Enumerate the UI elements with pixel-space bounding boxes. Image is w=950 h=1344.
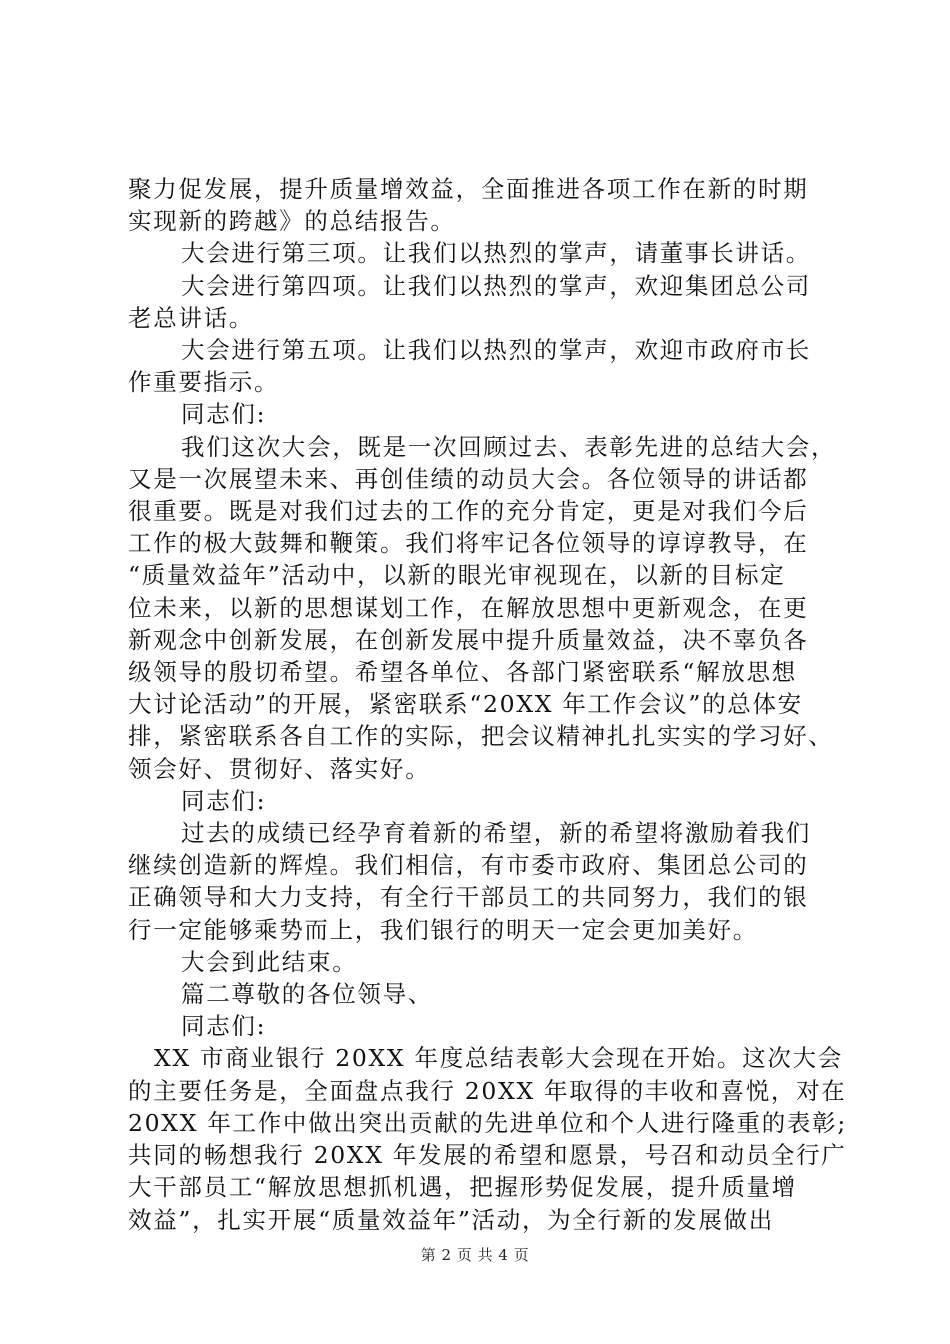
- text-line: 很重要。既是对我们过去的工作的充分肯定，更是对我们今后: [128, 497, 809, 526]
- text-line: 正确领导和大力支持，有全行干部员工的共同努力，我们的银: [128, 883, 809, 912]
- text-line: 效益”，扎实开展“质量效益年”活动，为全行新的发展做出: [128, 1205, 774, 1234]
- text-line: 作重要指示。: [128, 368, 280, 397]
- text-line: 领会好、贯彻好、落实好。: [128, 754, 431, 783]
- text-line: XX 市商业银行 20XX 年度总结表彰大会现在开始。这次大会: [154, 1044, 843, 1073]
- text-line: 又是一次展望未来、再创佳绩的动员大会。各位领导的讲话都: [128, 464, 809, 493]
- text-line: “质量效益年”活动中，以新的眼光审视现在，以新的目标定: [128, 561, 786, 590]
- text-line: 20XX 年工作中做出突出贡献的先进单位和个人进行隆重的表彰;: [128, 1108, 847, 1137]
- text-line: 聚力促发展，提升质量增效益，全面推进各项工作在新的时期: [128, 175, 809, 203]
- text-line: 篇二尊敬的各位领导、: [181, 980, 433, 1009]
- text-line: 工作的极大鼓舞和鞭策。我们将牢记各位领导的谆谆教导，在: [128, 529, 809, 558]
- text-line: 级领导的殷切希望。希望各单位、各部门紧密联系“解放思想: [128, 658, 797, 687]
- text-line: 排，紧密联系各自工作的实际，把会议精神扎扎实实的学习好、: [128, 722, 834, 751]
- text-line: 继续创造新的辉煌。我们相信，有市委市政府、集团总公司的: [128, 851, 809, 880]
- text-line: 位未来，以新的思想谋划工作，在解放思想中更新观念，在更: [128, 593, 809, 622]
- text-line: 共同的畅想我行 20XX 年发展的希望和愿景，号召和动员全行广: [128, 1141, 847, 1170]
- text-line: 老总讲话。: [128, 303, 254, 332]
- text-line: 新观念中创新发展，在创新发展中提升质量效益，决不辜负各: [128, 625, 809, 654]
- text-line: 实现新的跨越》的总结报告。: [128, 207, 456, 236]
- text-line: 过去的成绩已经孕育着新的希望，新的希望将激励着我们: [181, 819, 811, 848]
- page-footer: 第 2 页 共 4 页: [420, 1246, 530, 1264]
- document-body: [128, 173, 847, 1236]
- text-line: 大会进行第三项。让我们以热烈的掌声，请董事长讲话。: [181, 239, 811, 268]
- text-line: 大会到此结束。: [181, 947, 358, 976]
- text-line: 大会进行第四项。让我们以热烈的掌声，欢迎集团总公司: [181, 271, 811, 300]
- text-line: 同志们:: [181, 400, 267, 429]
- text-line: 的主要任务是，全面盘点我行 20XX 年取得的丰收和喜悦，对在: [128, 1076, 847, 1105]
- text-line: 我们这次大会，既是一次回顾过去、表彰先进的总结大会，: [181, 432, 837, 461]
- text-line: 大讨论活动”的开展，紧密联系“20XX 年工作会议”的总体安: [128, 690, 803, 719]
- text-line: 同志们:: [181, 786, 267, 815]
- text-line: 大干部员工“解放思想抓机遇，把握形势促发展，提升质量增: [128, 1173, 797, 1202]
- text-line: 大会进行第五项。让我们以热烈的掌声，欢迎市政府市长: [181, 336, 811, 365]
- text-line: 同志们:: [181, 1012, 267, 1041]
- text-line: 行一定能够乘势而上，我们银行的明天一定会更加美好。: [128, 915, 758, 944]
